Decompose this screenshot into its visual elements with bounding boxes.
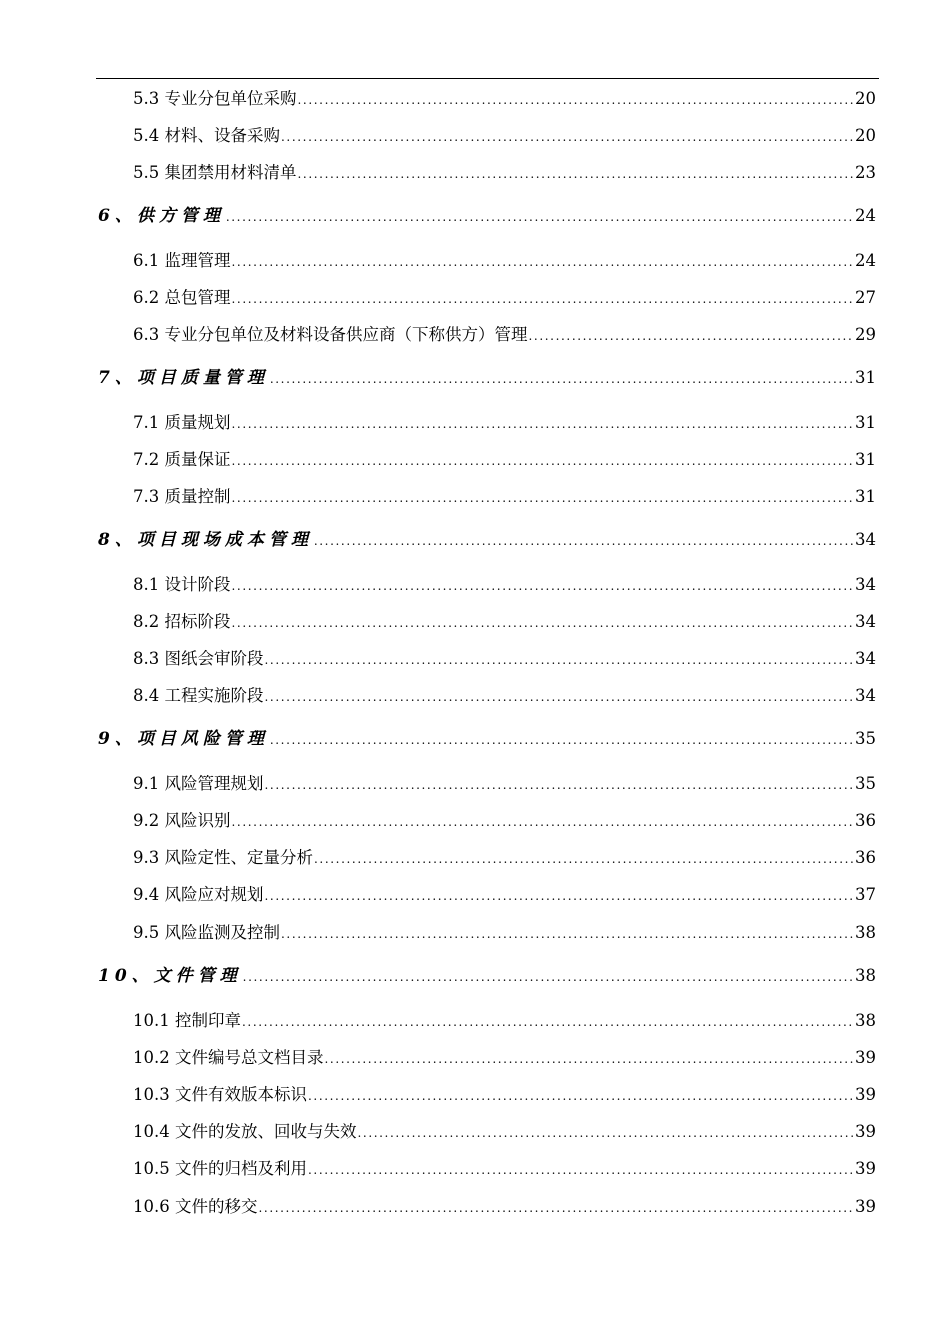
toc-dot-leader bbox=[226, 206, 853, 228]
toc-section-entry[interactable] bbox=[133, 574, 876, 596]
toc-dot-leader bbox=[232, 251, 854, 273]
toc-section-entry[interactable] bbox=[133, 88, 876, 110]
toc-entry-title: 5.4 材料、设备采购 bbox=[133, 126, 280, 145]
toc-dot-leader bbox=[265, 686, 854, 708]
toc-entry-title: 6、供方管理 bbox=[98, 206, 225, 226]
toc-page-number: 34 bbox=[855, 530, 876, 549]
toc-section-entry[interactable] bbox=[133, 449, 876, 471]
toc-section-entry[interactable] bbox=[133, 287, 876, 309]
toc-section-entry[interactable] bbox=[133, 1121, 876, 1143]
toc-section-entry[interactable] bbox=[133, 611, 876, 633]
toc-section-entry[interactable] bbox=[133, 1084, 876, 1106]
toc-dot-leader bbox=[232, 413, 854, 435]
toc-page-number: 34 bbox=[855, 612, 876, 631]
toc-entry-title: 10.6 文件的移交 bbox=[133, 1197, 258, 1216]
toc-dot-leader bbox=[243, 966, 853, 988]
toc-page-number: 38 bbox=[855, 1011, 876, 1030]
toc-page-number: 35 bbox=[855, 729, 876, 748]
toc-page-number: 34 bbox=[855, 575, 876, 594]
toc-page-number: 39 bbox=[855, 1159, 876, 1178]
toc-entry-title: 9.4 风险应对规划 bbox=[133, 885, 264, 904]
toc-section-entry[interactable] bbox=[133, 1196, 876, 1218]
toc-entry-title: 7.3 质量控制 bbox=[133, 487, 231, 506]
toc-dot-leader bbox=[298, 163, 854, 185]
toc-dot-leader bbox=[258, 1197, 853, 1219]
toc-entry-title: 8.3 图纸会审阶段 bbox=[133, 649, 264, 668]
toc-entry-title: 6.1 监理管理 bbox=[133, 251, 231, 270]
toc-entry-title: 9.3 风险定性、定量分析 bbox=[133, 848, 313, 867]
toc-dot-leader bbox=[270, 729, 853, 751]
toc-section-entry[interactable] bbox=[133, 412, 876, 434]
toc-page-number: 37 bbox=[855, 885, 876, 904]
toc-section-entry[interactable] bbox=[133, 1158, 876, 1180]
toc-page-number: 31 bbox=[855, 487, 876, 506]
toc-entry-title: 10.4 文件的发放、回收与失效 bbox=[133, 1122, 357, 1141]
toc-page-number: 35 bbox=[855, 774, 876, 793]
toc-page-number: 39 bbox=[855, 1085, 876, 1104]
toc-page-number: 24 bbox=[855, 206, 876, 225]
toc-section-entry[interactable] bbox=[133, 324, 876, 346]
toc-section-entry[interactable] bbox=[133, 162, 876, 184]
toc-section-entry[interactable] bbox=[133, 847, 876, 869]
toc-dot-leader bbox=[232, 811, 854, 833]
toc-section-entry[interactable] bbox=[133, 922, 876, 944]
toc-section-entry[interactable] bbox=[133, 810, 876, 832]
toc-page-number: 20 bbox=[855, 126, 876, 145]
toc-entry-title: 8.2 招标阶段 bbox=[133, 612, 231, 631]
toc-dot-leader bbox=[232, 288, 854, 310]
toc-page-number: 38 bbox=[855, 923, 876, 942]
toc-section-entry[interactable] bbox=[133, 685, 876, 707]
toc-chapter-entry[interactable] bbox=[98, 529, 876, 551]
toc-dot-leader bbox=[308, 1159, 853, 1181]
toc-entry-title: 10.1 控制印章 bbox=[133, 1011, 241, 1030]
toc-page-number: 39 bbox=[855, 1197, 876, 1216]
toc-dot-leader bbox=[232, 487, 854, 509]
toc-page-number: 27 bbox=[855, 288, 876, 307]
toc-dot-leader bbox=[232, 612, 854, 634]
toc-dot-leader bbox=[298, 89, 854, 111]
toc-entry-title: 10.2 文件编号总文档目录 bbox=[133, 1048, 324, 1067]
toc-dot-leader bbox=[357, 1122, 853, 1144]
toc-entry-title: 8.4 工程实施阶段 bbox=[133, 686, 264, 705]
toc-page-number: 34 bbox=[855, 686, 876, 705]
toc-entry-title: 7.2 质量保证 bbox=[133, 450, 231, 469]
toc-entry-title: 6.3 专业分包单位及材料设备供应商（下称供方）管理 bbox=[133, 325, 528, 344]
toc-entry-title: 6.2 总包管理 bbox=[133, 288, 231, 307]
toc-dot-leader bbox=[324, 1048, 853, 1070]
toc-section-entry[interactable] bbox=[133, 1010, 876, 1032]
toc-entry-title: 10.5 文件的归档及利用 bbox=[133, 1159, 307, 1178]
toc-section-entry[interactable] bbox=[133, 486, 876, 508]
toc-entry-title: 7.1 质量规划 bbox=[133, 413, 231, 432]
toc-entry-title: 5.3 专业分包单位采购 bbox=[133, 89, 297, 108]
toc-dot-leader bbox=[242, 1011, 853, 1033]
toc-dot-leader bbox=[270, 368, 853, 390]
toc-entry-title: 10.3 文件有效版本标识 bbox=[133, 1085, 307, 1104]
toc-dot-leader bbox=[232, 450, 854, 472]
toc-section-entry[interactable] bbox=[133, 1047, 876, 1069]
toc-section-entry[interactable] bbox=[133, 884, 876, 906]
toc-page-number: 39 bbox=[855, 1122, 876, 1141]
toc-page-number: 20 bbox=[855, 89, 876, 108]
toc-entry-title: 8.1 设计阶段 bbox=[133, 575, 231, 594]
toc-page-number: 36 bbox=[855, 848, 876, 867]
toc-dot-leader bbox=[265, 885, 854, 907]
toc-dot-leader bbox=[232, 575, 854, 597]
toc-section-entry[interactable] bbox=[133, 125, 876, 147]
toc-page-number: 31 bbox=[855, 368, 876, 387]
toc-entry-title: 5.5 集团禁用材料清单 bbox=[133, 163, 297, 182]
toc-entry-title: 7、项目质量管理 bbox=[98, 368, 269, 388]
toc-dot-leader bbox=[281, 923, 853, 945]
toc-entry-title: 10、文件管理 bbox=[98, 966, 242, 986]
toc-page-number: 38 bbox=[855, 966, 876, 985]
toc-page-number: 31 bbox=[855, 450, 876, 469]
toc-dot-leader bbox=[281, 126, 853, 148]
toc-entry-title: 9、项目风险管理 bbox=[98, 729, 269, 749]
toc-page-number: 31 bbox=[855, 413, 876, 432]
toc-page-number: 29 bbox=[855, 325, 876, 344]
toc-dot-leader bbox=[314, 530, 853, 552]
toc-entry-title: 8、项目现场成本管理 bbox=[98, 530, 313, 550]
toc-page-number: 36 bbox=[855, 811, 876, 830]
toc-entry-title: 9.5 风险监测及控制 bbox=[133, 923, 280, 942]
toc-dot-leader bbox=[265, 774, 854, 796]
toc-chapter-entry[interactable] bbox=[98, 965, 876, 987]
toc-page-number: 24 bbox=[855, 251, 876, 270]
toc-section-entry[interactable] bbox=[133, 648, 876, 670]
toc-chapter-entry[interactable] bbox=[98, 205, 876, 227]
toc-entry-title: 9.1 风险管理规划 bbox=[133, 774, 264, 793]
toc-page-number: 23 bbox=[855, 163, 876, 182]
toc-dot-leader bbox=[265, 649, 854, 671]
toc-section-entry[interactable] bbox=[133, 250, 876, 272]
toc-page-number: 39 bbox=[855, 1048, 876, 1067]
toc-dot-leader bbox=[529, 325, 854, 347]
toc-section-entry[interactable] bbox=[133, 773, 876, 795]
toc-chapter-entry[interactable] bbox=[98, 728, 876, 750]
toc-entry-title: 9.2 风险识别 bbox=[133, 811, 231, 830]
toc-dot-leader bbox=[314, 848, 853, 870]
toc-chapter-entry[interactable] bbox=[98, 367, 876, 389]
toc-dot-leader bbox=[308, 1085, 853, 1107]
toc-page-number: 34 bbox=[855, 649, 876, 668]
